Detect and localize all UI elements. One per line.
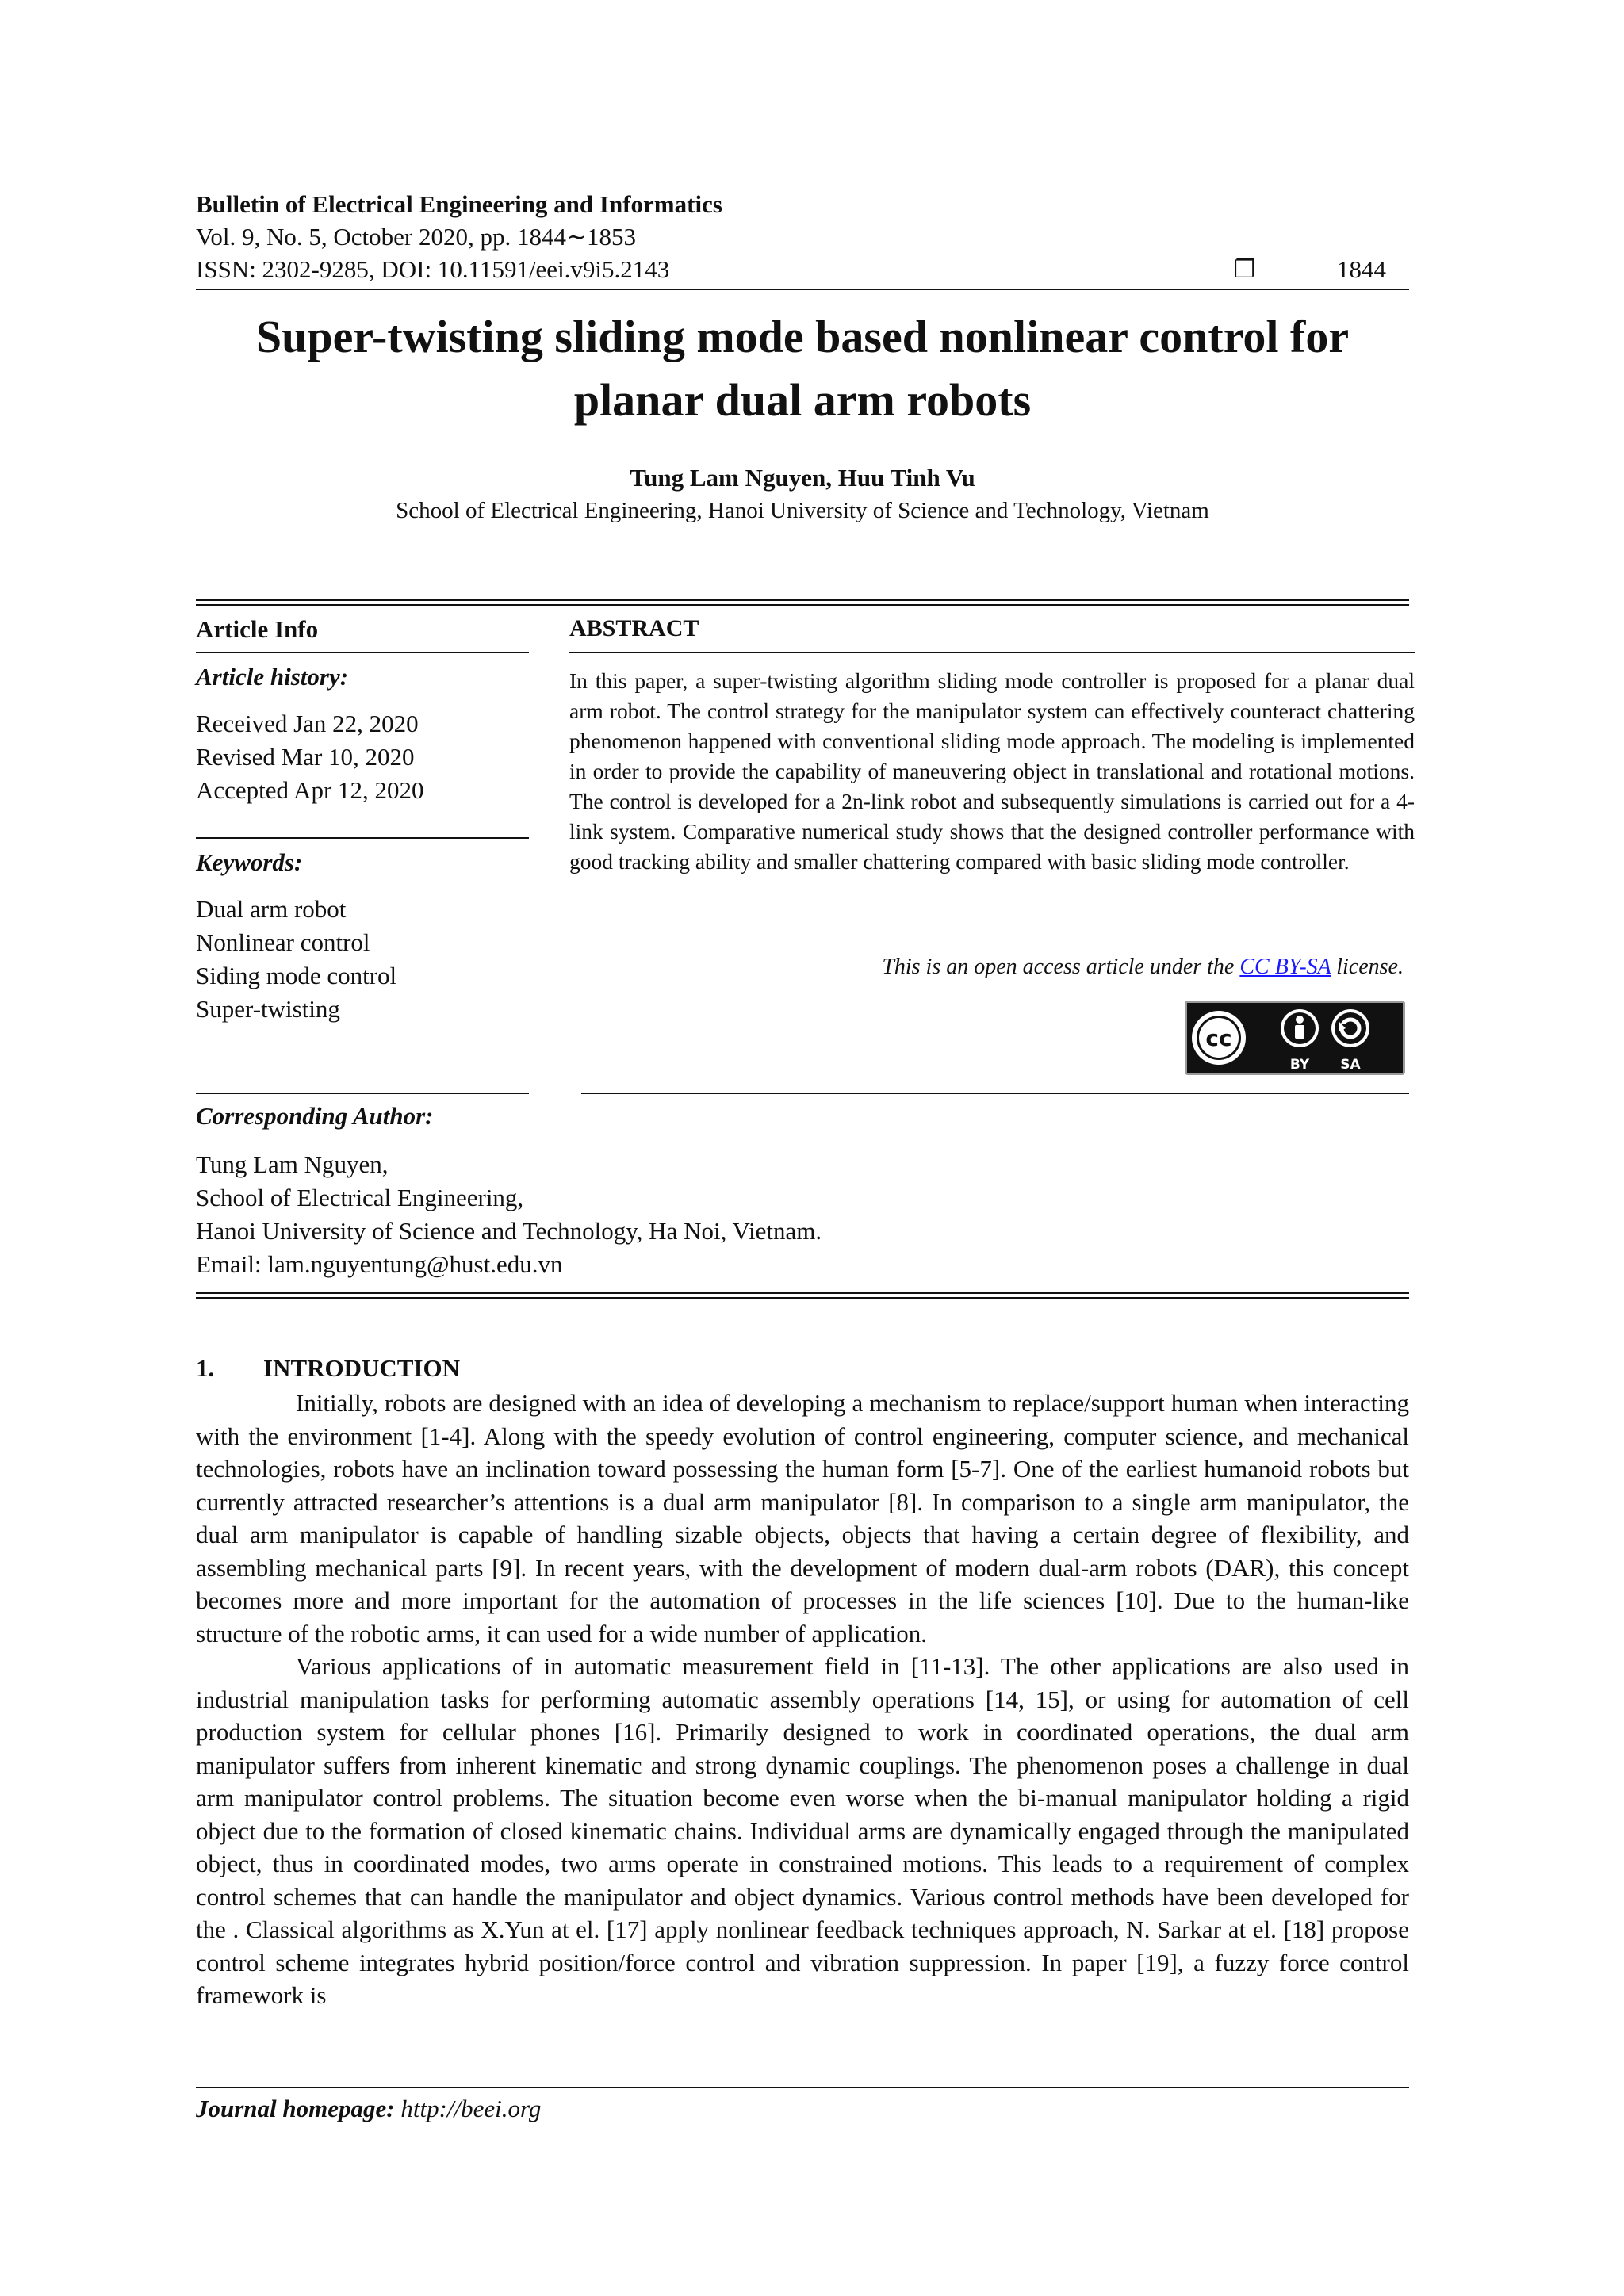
intro-number: 1. — [196, 1354, 215, 1382]
history-list — [196, 707, 424, 807]
revised-date: Revised Mar 10, 2020 — [196, 743, 415, 771]
page-number: 1844 — [1337, 255, 1386, 283]
accepted-date: Accepted Apr 12, 2020 — [196, 776, 424, 804]
square-icon: ❐ — [1234, 255, 1256, 283]
corresponding-rule — [196, 1093, 529, 1094]
by-label: BY — [1289, 1057, 1310, 1073]
authors: Tung Lam Nguyen, Huu Tinh Vu — [630, 464, 975, 492]
keywords-list — [196, 893, 396, 1026]
title-line-2: planar dual arm robots — [573, 374, 1032, 426]
abstract-text: In this paper, a super-twisting algorithm sliding mode controller is proposed for a planar dual arm robot. The control strategy for the manipulator system can effectively counteract chattering phenomenon happened with conventional sliding mode approach. The modeling is implemented in order to provide the capability of maneuvering object in translational and rotational motions. The control is developed for a 2n-link robot and subsequently simulations is carried out for a 4-link system. Comparative numerical study shows that the designed controller performance with good tracking ability and smaller chattering compared with basic sliding mode controller. — [569, 668, 1415, 874]
received-date: Received Jan 22, 2020 — [196, 710, 419, 737]
intro-paragraph-2: Various applications of in automatic measurement field in [11-13]. The other applications are also used in industrial manipulation tasks for performing automatic assembly operations [14, 15], or using for automation of cell production system for cellular phones [16]. Primarily designed to work in coordinated operations, the dual arm manipulator suffers from inherent kinematic and strong dynamic couplings. The phenomenon poses a challenge in dual arm manipulator control problems. The situation become even worse when the bi-manual manipulator holding a rigid object due to the formation of closed kinematic chains. Individual arms are dynamically engaged through the manipulated object, thus in coordinated modes, two arms operate in constrained motions. This leads to a requirement of complex control schemes that can handle the manipulator and object dynamics. Various control methods have been developed for the . Classical algorithms as X.Yun at el. [17] apply nonlinear feedback techniques approach, N. Sarkar at el. [18] propose control scheme integrates hybrid position/force control and vibration suppression. In paper [19], a fuzzy force control framework is — [196, 1652, 1409, 2009]
cc-badge-label: cc — [1205, 1025, 1232, 1051]
title-line-1: Super-twisting sliding mode based nonlinear control for — [255, 311, 1350, 362]
cc-by-sa-badge[interactable] — [1185, 1001, 1405, 1075]
corresponding-name: Tung Lam Nguyen, — [196, 1150, 389, 1178]
keyword-item: Nonlinear control — [196, 928, 370, 956]
abstract-rule — [569, 652, 1415, 653]
header-rule — [196, 289, 1409, 290]
sa-label: SA — [1340, 1057, 1361, 1073]
license-suffix: license. — [1331, 955, 1404, 979]
history-heading: Article history: — [196, 663, 349, 691]
homepage-url[interactable]: http://beei.org — [400, 2095, 542, 2122]
license-link[interactable]: CC BY-SA — [1239, 955, 1331, 979]
keyword-item: Super-twisting — [196, 995, 340, 1023]
keywords-rule — [196, 837, 529, 839]
info-bottom-rule-2 — [196, 1297, 1409, 1299]
article-info-rule — [196, 652, 529, 653]
license-note — [882, 955, 1404, 980]
intro-paragraph-1: Initially, robots are designed with an idea of developing a mechanism to replace/support human when interacting with the environment [1-4]. Along with the speedy evolution of control engineering, computer science, and mechanical technologies, robots have an inclination toward possessing the human form [5-7]. One of the earliest humanoid robots but currently attracted researcher’s attentions is a dual arm manipulator [8]. In comparison to a single arm manipulator, the dual arm manipulator is capable of handling sizable objects, objects that having a certain degree of flexibility, and assembling mechanical parts [9]. In recent years, with the development of modern dual-arm robots (DAR), this concept becomes more and more important for the automation of processes in the life sciences [10]. Due to the human-like structure of the robotic arms, it can used for a wide number of application. — [196, 1389, 1409, 1647]
volume-info: Vol. 9, No. 5, October 2020, pp. 1844∼1853 — [196, 223, 636, 251]
corresponding-univ: Hanoi University of Science and Technology, Ha Noi, Vietnam. — [196, 1217, 822, 1245]
info-bottom-rule-1 — [196, 1292, 1409, 1294]
corresponding-heading: Corresponding Author: — [196, 1102, 434, 1130]
intro-heading: INTRODUCTION — [263, 1354, 461, 1382]
info-top-rule-1 — [196, 599, 1409, 601]
affiliation: School of Electrical Engineering, Hanoi University of Science and Technology, Vietnam — [396, 498, 1209, 523]
journal-name: Bulletin of Electrical Engineering and Informatics — [196, 190, 722, 218]
info-top-rule-2 — [196, 604, 1409, 606]
keyword-item: Siding mode control — [196, 962, 397, 989]
abstract-bottom-rule — [581, 1093, 1409, 1094]
abstract-body — [569, 666, 1415, 877]
keywords-heading: Keywords: — [196, 848, 303, 876]
corresponding-dept: School of Electrical Engineering, — [196, 1184, 524, 1211]
corresponding-details — [196, 1148, 822, 1281]
license-prefix: This is an open access article under the — [882, 955, 1240, 979]
cc-badge-graphic — [1187, 1003, 1403, 1073]
homepage-label: Journal homepage: — [196, 2095, 395, 2122]
article-info-heading: Article Info — [196, 615, 319, 643]
abstract-heading: ABSTRACT — [569, 615, 699, 641]
corresponding-email: Email: lam.nguyentung@hust.edu.vn — [196, 1250, 563, 1278]
journal-homepage — [196, 2095, 541, 2123]
footer-rule — [196, 2087, 1409, 2088]
issn-doi: ISSN: 2302-9285, DOI: 10.11591/eei.v9i5.2143 — [196, 255, 670, 283]
keyword-item: Dual arm robot — [196, 895, 347, 923]
paper-title — [196, 305, 1409, 432]
intro-body — [196, 1387, 1409, 2012]
